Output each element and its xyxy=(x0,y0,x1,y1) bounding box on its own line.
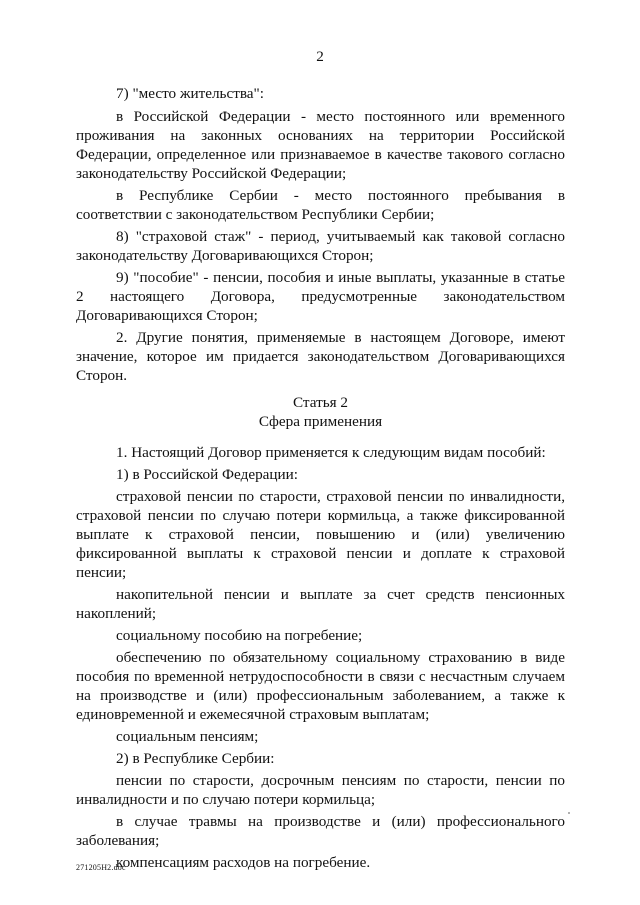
paragraph-9: страховой пенсии по старости, страховой пенсии по инвалидности, страховой пенсии по случаю потери кормильца, а также фиксированной выплате к страховой пенсии, повышению и (или) увеличению фиксированной выплаты к страховой пенсии и доплате к страховой пенсии; xyxy=(76,488,565,581)
footer-filename: 271205Н2.doc xyxy=(76,863,126,872)
paragraph-5: 9) "пособие" - пенсии, пособия и иные выплаты, указанные в статье 2 настоящего Договора, предусмотренные законодательством Договаривающихся Сторон; xyxy=(76,269,565,324)
document-body xyxy=(76,84,565,872)
article-title: Сфера применения xyxy=(258,413,383,430)
paragraph-17: компенсациям расходов на погребение. xyxy=(116,854,371,871)
paragraph-16: в случае травмы на производстве и (или) профессионального заболевания; xyxy=(76,813,565,849)
article-number: Статья 2 xyxy=(292,394,349,411)
paragraph-13: социальным пенсиям; xyxy=(116,728,259,745)
paragraph-1: 7) "место жительства": xyxy=(116,85,264,102)
paragraph-3: в Республике Сербии - место постоянного пребывания в соответствии с законодательством Республики Сербии; xyxy=(76,187,565,223)
paragraph-8: 1) в Российской Федерации: xyxy=(116,466,299,483)
article-heading xyxy=(76,393,565,431)
paragraph-7: 1. Настоящий Договор применяется к следующим видам пособий: xyxy=(116,444,546,461)
paragraph-10: накопительной пенсии и выплате за счет средств пенсионных накоплений; xyxy=(76,586,565,622)
paragraph-12: обеспечению по обязательному социальному страхованию в виде пособия по временной нетрудоспособности в связи с несчастным случаем на производстве и (или) профессиональным заболеванием, а также к единовременной и ежемесячной страховым выплатам; xyxy=(76,649,565,723)
paragraph-6: 2. Другие понятия, применяемые в настоящем Договоре, имеют значение, которое им придается законодательством Договаривающихся Сторон. xyxy=(76,329,565,384)
page-number: 2 xyxy=(316,48,324,65)
paragraph-11: социальному пособию на погребение; xyxy=(116,627,363,644)
paragraph-4: 8) "страховой стаж" - период, учитываемый как таковой согласно законодательству Договаривающихся Сторон; xyxy=(76,228,565,264)
paragraph-15: пенсии по старости, досрочным пенсиям по старости, пенсии по инвалидности и по случаю потери кормильца; xyxy=(76,772,565,808)
scan-speck xyxy=(568,812,570,814)
paragraph-14: 2) в Республике Сербии: xyxy=(116,750,275,767)
paragraph-2: в Российской Федерации - место постоянного или временного проживания на законных основаниях на территории Российской Федерации, определенное или признаваемое в качестве такового согласно законодательству Российской Федерации; xyxy=(76,108,565,182)
